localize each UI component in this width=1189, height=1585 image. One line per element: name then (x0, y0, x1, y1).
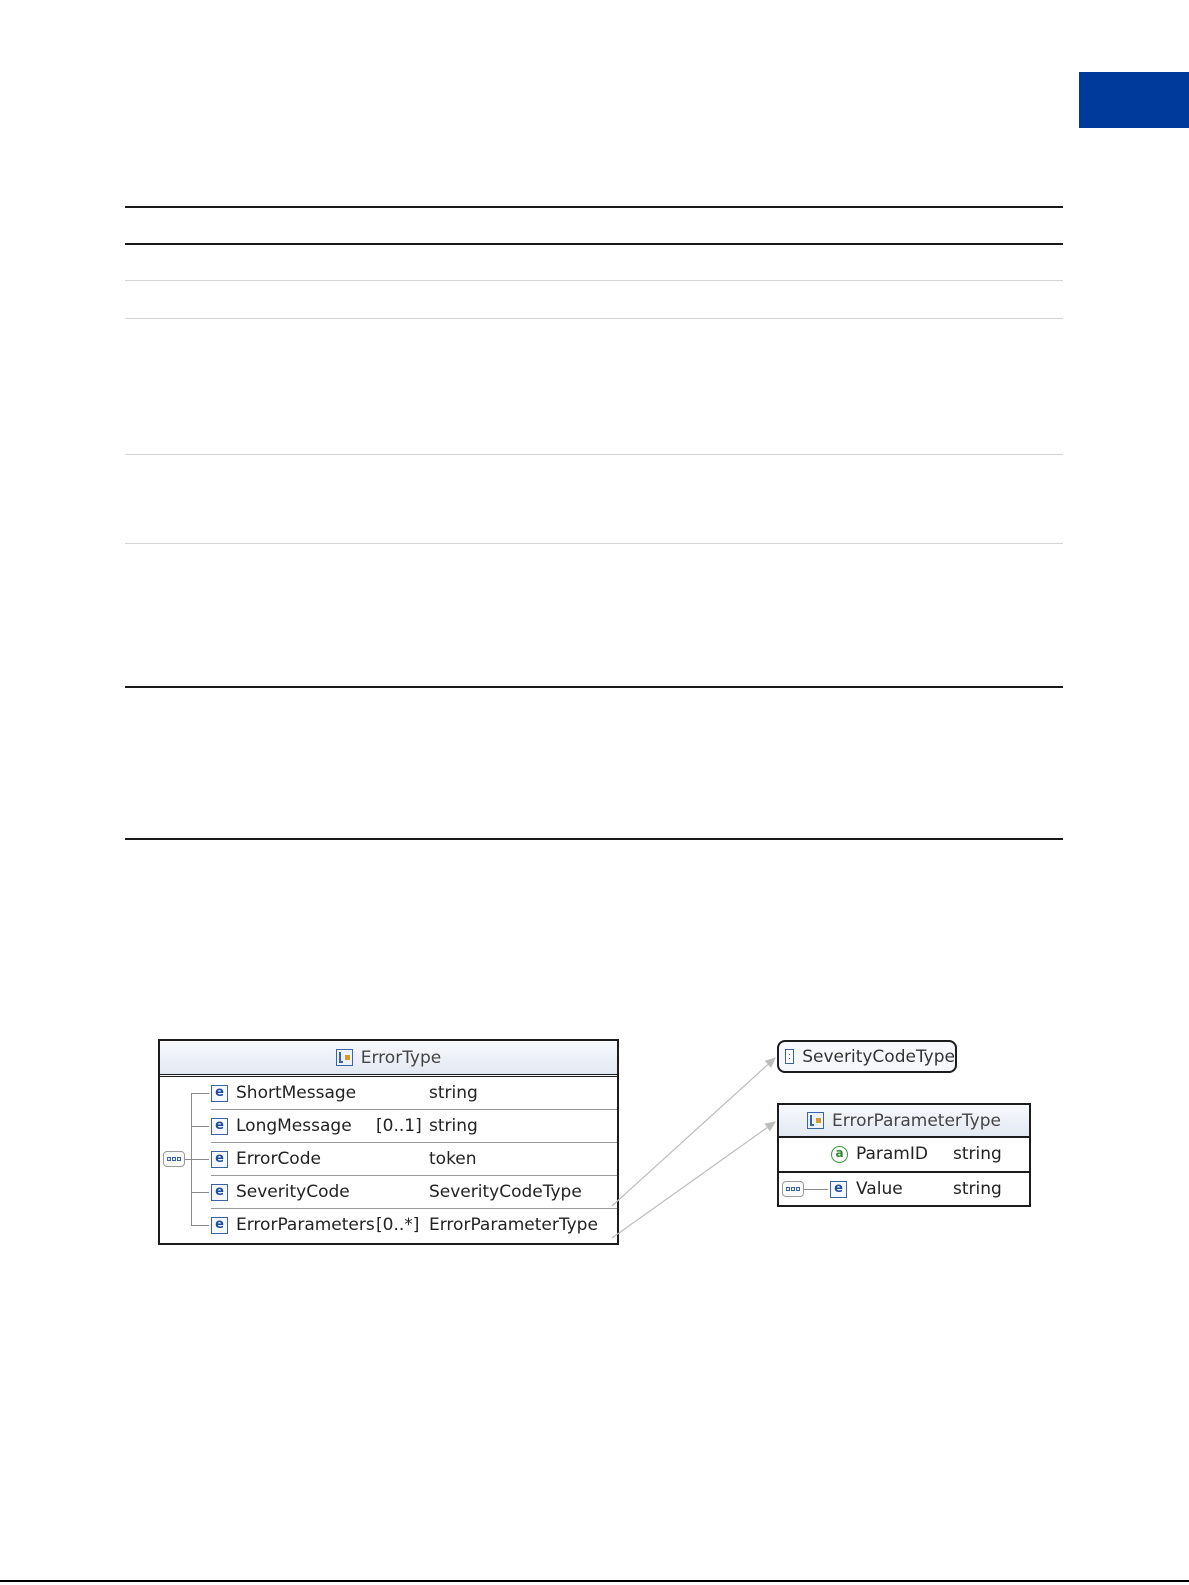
error-parameter-arrow (612, 1122, 775, 1238)
element-name: ShortMessage (236, 1083, 357, 1103)
element-icon: e (211, 1184, 228, 1201)
element-type: string (953, 1179, 1002, 1199)
element-icon: e (211, 1217, 228, 1234)
element-type: string (429, 1083, 478, 1103)
element-icon: e (211, 1085, 228, 1102)
element-icon: e (211, 1151, 228, 1168)
attribute-name: ParamID (856, 1144, 928, 1164)
element-type: SeverityCodeType (429, 1182, 582, 1202)
attribute-icon: a (831, 1146, 848, 1163)
element-name: Value (856, 1179, 903, 1199)
severity-code-arrow (612, 1058, 775, 1206)
element-cardinality: [0..*] (376, 1215, 420, 1235)
element-icon: e (211, 1118, 228, 1135)
element-type: ErrorParameterType (429, 1215, 598, 1235)
element-cardinality: [0..1] (376, 1116, 422, 1136)
severity-code-type-title: SeverityCodeType (802, 1046, 955, 1067)
element-name: SeverityCode (236, 1182, 350, 1202)
element-name: ErrorParameters (236, 1215, 375, 1235)
element-type: token (429, 1149, 477, 1169)
element-type: string (429, 1116, 478, 1136)
element-name: LongMessage (236, 1116, 352, 1136)
element-name: ErrorCode (236, 1149, 321, 1169)
element-icon: e (830, 1181, 847, 1198)
attribute-type: string (953, 1144, 1002, 1164)
error-parameter-type-title: ErrorParameterType (832, 1110, 1001, 1131)
error-type-title: ErrorType (360, 1047, 442, 1068)
footer-rule (0, 1580, 1189, 1582)
